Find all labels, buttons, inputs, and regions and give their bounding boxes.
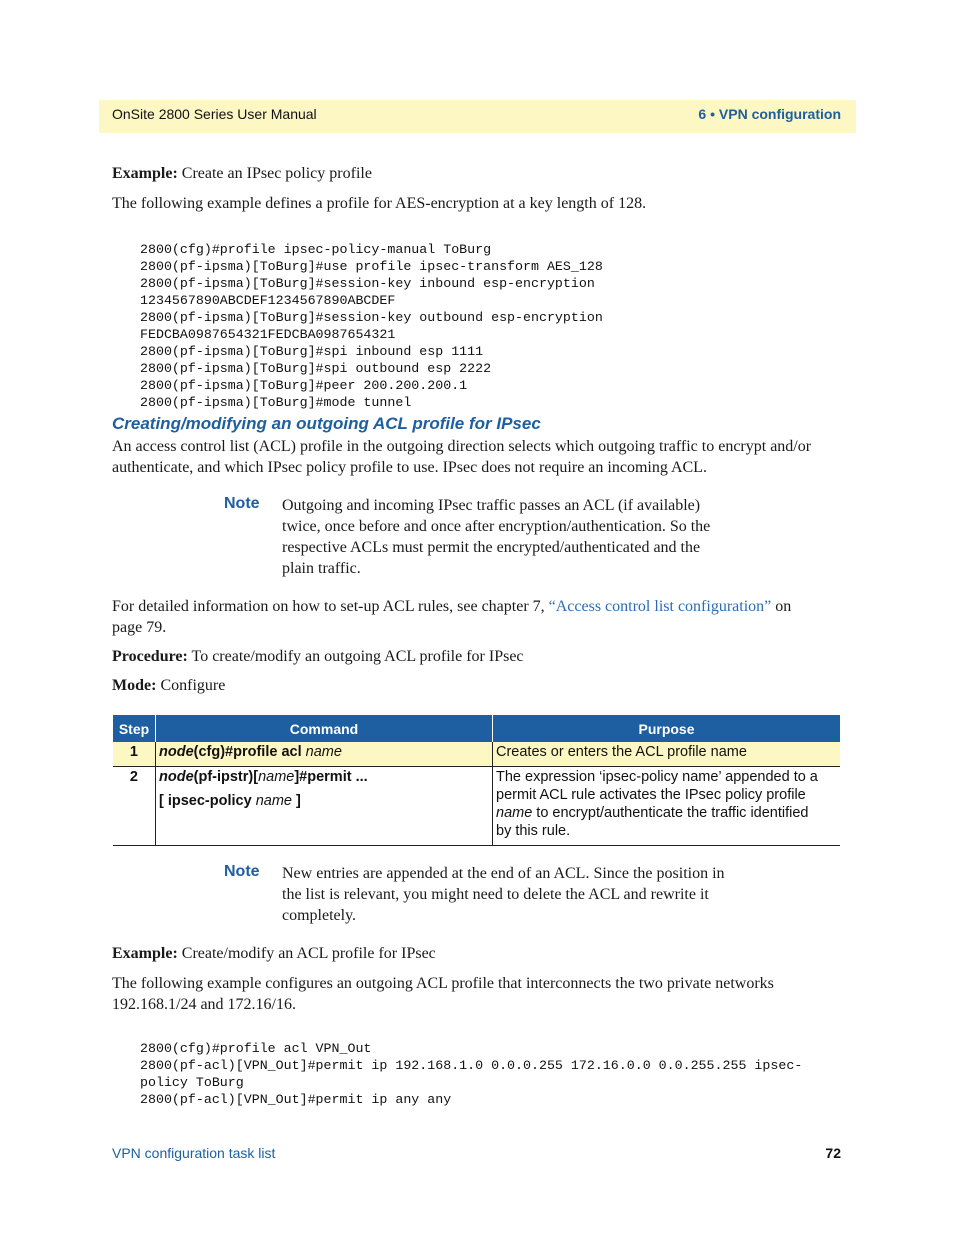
- code-line: 2800(pf-ipsma)[ToBurg]#session-key inbound esp-encryption: [140, 276, 595, 291]
- manual-title: OnSite 2800 Series User Manual: [112, 106, 317, 122]
- purpose-cell: Creates or enters the ACL profile name: [493, 742, 841, 767]
- cmd-arg: name: [255, 793, 292, 809]
- cmd-arg: name: [305, 744, 342, 760]
- purpose-line: The expression ‘ipsec-policy name’ appended to a: [496, 769, 818, 785]
- code-line: 2800(pf-ipsma)[ToBurg]#mode tunnel: [140, 395, 412, 410]
- cmd-text: ]#permit ...: [294, 769, 368, 785]
- purpose-line: [496, 804, 837, 822]
- command-table: [113, 715, 840, 846]
- note-label: Note: [224, 863, 260, 880]
- header-purpose: Purpose: [493, 715, 841, 742]
- note-line: Outgoing and incoming IPsec traffic passes an ACL (if available): [282, 497, 701, 514]
- acl-config-link[interactable]: “Access control list configuration”: [548, 598, 772, 615]
- code-line: 2800(cfg)#profile ipsec-policy-manual ToBurg: [140, 242, 492, 257]
- note-label: Note: [224, 495, 260, 512]
- detail-text: For detailed information on how to set-up ACL rules, see chapter 7,: [112, 598, 549, 615]
- cmd-text: (cfg)#profile acl: [193, 744, 306, 760]
- purpose-text: to encrypt/authenticate the traffic identified: [532, 805, 809, 821]
- example2-description-line-1: The following example configures an outgoing ACL profile that interconnects the two private networks: [112, 975, 774, 992]
- note-line: the list is relevant, you might need to delete the ACL and rewrite it: [282, 886, 709, 903]
- note-line: twice, once before and once after encryption/authentication. So the: [282, 518, 711, 535]
- example1-code-block: [140, 224, 603, 428]
- example2-code-block: [140, 1023, 802, 1125]
- example-caption-text: Create/modify an ACL profile for IPsec: [177, 945, 436, 962]
- table-row: [113, 767, 840, 846]
- note2-text: [282, 863, 725, 926]
- cmd-arg: name: [258, 769, 295, 785]
- code-line: FEDCBA0987654321FEDCBA0987654321: [140, 327, 396, 342]
- chapter-title: 6 • VPN configuration: [698, 106, 841, 122]
- page-number: 72: [825, 1145, 841, 1161]
- command-cell: [156, 767, 493, 846]
- mode-line: [112, 675, 225, 696]
- code-line: 2800(pf-ipsma)[ToBurg]#spi inbound esp 1111: [140, 344, 484, 359]
- header-command: Command: [156, 715, 493, 742]
- mode-text: Configure: [156, 677, 226, 694]
- footer-section-name: VPN configuration task list: [112, 1145, 276, 1161]
- step-number: 2: [113, 767, 156, 846]
- code-line: 2800(pf-acl)[VPN_Out]#permit ip 192.168.1.0 0.0.0.255 172.16.0.0 0.0.255.255 ipsec-: [140, 1058, 803, 1073]
- table-header-row: [113, 715, 840, 742]
- cmd-text: [ ipsec-policy: [159, 793, 256, 809]
- purpose-arg: name: [496, 805, 533, 821]
- code-line: 2800(cfg)#profile acl VPN_Out: [140, 1041, 372, 1056]
- cmd-text: ]: [291, 793, 301, 809]
- detail-text: on: [771, 598, 792, 615]
- example2-caption: [112, 943, 436, 964]
- example-label: Example:: [112, 945, 178, 962]
- note-line: plain traffic.: [282, 560, 361, 577]
- code-line: 2800(pf-ipsma)[ToBurg]#use profile ipsec-transform AES_128: [140, 259, 603, 274]
- example2-description-line-2: 192.168.1/24 and 172.16/16.: [112, 996, 296, 1013]
- note-line: completely.: [282, 907, 357, 924]
- step-number: 1: [113, 742, 156, 767]
- note-line: respective ACLs must permit the encrypted/authenticated and the: [282, 539, 701, 556]
- purpose-cell: [493, 767, 841, 846]
- example1-description: The following example defines a profile for AES-encryption at a key length of 128.: [112, 195, 647, 212]
- example1-caption: [112, 163, 372, 184]
- code-line: 2800(pf-ipsma)[ToBurg]#session-key outbound esp-encryption: [140, 310, 603, 325]
- example-label: Example:: [112, 165, 178, 182]
- procedure-text: To create/modify an outgoing ACL profile for IPsec: [187, 648, 524, 665]
- detail-paragraph-line-2: page 79.: [112, 619, 167, 636]
- cmd-text: (pf-ipstr)[: [193, 769, 259, 785]
- table-row: [113, 742, 840, 767]
- procedure-line: [112, 646, 524, 667]
- procedure-label: Procedure:: [112, 648, 188, 665]
- code-line: 2800(pf-ipsma)[ToBurg]#peer 200.200.200.1: [140, 378, 468, 393]
- section-intro-line-2: authenticate, and which IPsec policy profile to use. IPsec does not require an incoming ACL.: [112, 459, 707, 476]
- section-intro-line-1: An access control list (ACL) profile in the outgoing direction selects which outgoing traffic to encrypt and/or: [112, 438, 812, 455]
- code-line: 2800(pf-ipsma)[ToBurg]#spi outbound esp 2222: [140, 361, 492, 376]
- cmd-node: node: [159, 769, 194, 785]
- section-heading: Creating/modifying an outgoing ACL profile for IPsec: [112, 414, 541, 433]
- command-cell: [156, 742, 493, 767]
- purpose-line: permit ACL rule activates the IPsec policy profile: [496, 787, 806, 803]
- header-step: Step: [113, 715, 156, 742]
- code-line: 2800(pf-acl)[VPN_Out]#permit ip any any: [140, 1092, 452, 1107]
- mode-label: Mode:: [112, 677, 157, 694]
- example-caption-text: Create an IPsec policy profile: [177, 165, 372, 182]
- cmd-node: node: [159, 744, 194, 760]
- purpose-line: by this rule.: [496, 823, 571, 839]
- detail-paragraph-line-1: [112, 596, 791, 617]
- note-line: New entries are appended at the end of an ACL. Since the position in: [282, 865, 725, 882]
- code-line: policy ToBurg: [140, 1075, 244, 1090]
- note1-text: [282, 495, 710, 579]
- code-line: 1234567890ABCDEF1234567890ABCDEF: [140, 293, 396, 308]
